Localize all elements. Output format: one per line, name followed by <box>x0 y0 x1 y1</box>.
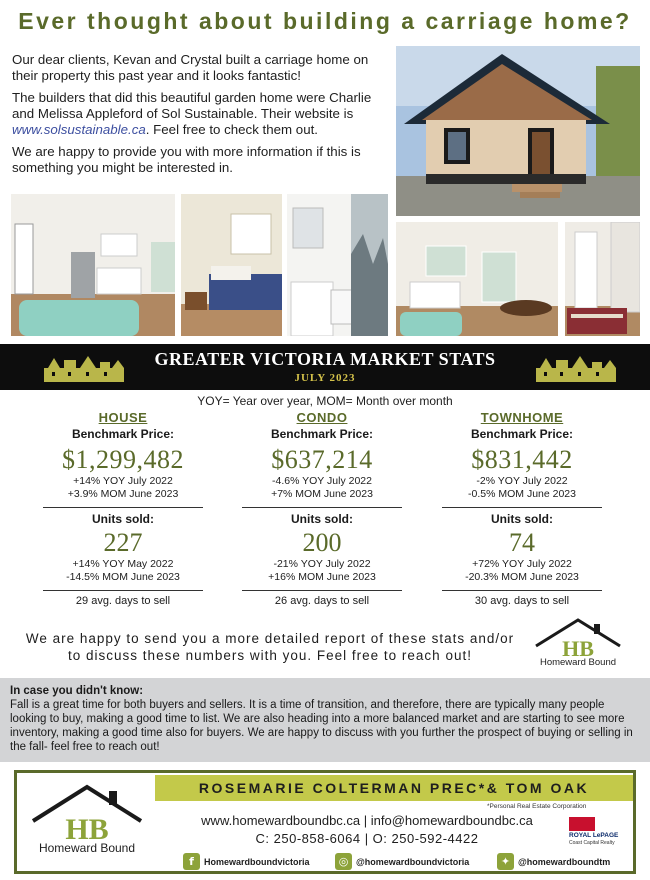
divider <box>242 590 402 591</box>
divider <box>242 507 402 508</box>
benchmark-price: $1,299,482 <box>62 445 184 474</box>
page-title: Ever thought about building a carriage home? <box>18 8 632 34</box>
intro-text-b: . Feel free to check them out. <box>145 122 318 137</box>
price-yoy: -4.6% YOY July 2022 <box>271 475 372 487</box>
units-sold: 200 <box>302 528 342 557</box>
contact-footer <box>14 770 636 874</box>
phone-numbers[interactable]: C: 250-858-6064 | O: 250-592-4422 <box>255 831 479 846</box>
intro-text <box>12 52 392 182</box>
price-mom: +3.9% MOM June 2023 <box>67 488 179 500</box>
units-label: Units sold: <box>491 512 553 526</box>
units-mom: -14.5% MOM June 2023 <box>66 571 180 583</box>
stats-condo <box>232 410 412 607</box>
stat-type: HOUSE <box>98 410 148 425</box>
units-sold: 74 <box>509 528 535 557</box>
facebook-link[interactable] <box>183 853 310 870</box>
intro-text-a: The builders that did this beautiful garden home were Charlie and Melissa Appleford of Sol Sustainable. Their website is <box>12 90 372 121</box>
units-yoy: +72% YOY July 2022 <box>472 558 572 570</box>
price-mom: +7% MOM June 2023 <box>271 488 373 500</box>
units-label: Units sold: <box>92 512 154 526</box>
units-mom: -20.3% MOM June 2023 <box>465 571 579 583</box>
agent-names: ROSEMARIE COLTERMAN PREC*& TOM OAK <box>198 780 590 796</box>
builder-website-link[interactable]: www.solsustainable.ca <box>12 122 146 137</box>
avg-days-to-sell: 30 avg. days to sell <box>474 595 570 607</box>
royal-lepage-mark-icon <box>569 817 595 831</box>
benchmark-label: Benchmark Price: <box>71 427 175 441</box>
benchmark-label: Benchmark Price: <box>270 427 374 441</box>
units-mom: +16% MOM June 2023 <box>268 571 376 583</box>
intro-paragraph-3: We are happy to provide you with more information if this is something you might be interested in. <box>12 144 361 175</box>
twitter-icon: ✦ <box>497 853 514 870</box>
units-label: Units sold: <box>291 512 353 526</box>
divider <box>442 590 602 591</box>
benchmark-price: $637,214 <box>271 445 373 474</box>
twitter-handle: @homewardboundtm <box>518 856 611 867</box>
brand-name: Homeward Bound <box>38 841 136 855</box>
avg-days-to-sell: 29 avg. days to sell <box>75 595 171 607</box>
stats-house <box>33 410 213 607</box>
abbreviation-legend: YOY= Year over year, MOM= Month over month <box>197 394 453 408</box>
price-yoy: +14% YOY July 2022 <box>73 475 173 487</box>
web-email[interactable]: www.homewardboundbc.ca | info@homewardboundbc.ca <box>201 813 533 828</box>
logo-letters: HB <box>65 813 109 846</box>
reach-out-message: We are happy to send you a more detailed report of these stats and/or to discuss these numbers with you. Feel free to reach out! <box>25 631 515 663</box>
royal-lepage-logo <box>569 817 629 847</box>
stats-townhome <box>432 410 612 607</box>
agent-name-bar <box>155 775 633 801</box>
facebook-icon: f <box>183 853 200 870</box>
twitter-link[interactable] <box>497 853 610 870</box>
bedroom-photo <box>181 194 282 336</box>
skyline-icon-right <box>536 354 616 382</box>
divider <box>43 590 203 591</box>
banner-title: GREATER VICTORIA MARKET STATS <box>154 349 496 369</box>
fall-market-notice <box>0 678 650 762</box>
instagram-link[interactable] <box>335 853 469 870</box>
divider <box>442 507 602 508</box>
benchmark-label: Benchmark Price: <box>470 427 574 441</box>
brokerage-name: ROYAL LePAGE <box>569 832 619 839</box>
notice-body: Fall is a great time for both buyers and sellers. It is a time of transition, and therefore, there are typically many people looking to buy, making a good time to list. We are also heading into a more balanced market and are starting to see more inventory, making a good time also for buyers. We are happy to discuss with you further the prospect of buying or selling in the fall- feel free to reach out! <box>10 699 633 753</box>
hallway-photo <box>565 222 640 336</box>
carriage-home-exterior-photo <box>396 46 640 216</box>
brand-name-small: Homeward Bound <box>539 657 617 668</box>
avg-days-to-sell: 26 avg. days to sell <box>274 595 370 607</box>
living-dining-photo <box>396 222 558 336</box>
divider <box>43 507 203 508</box>
units-sold: 227 <box>103 528 143 557</box>
kitchen-living-photo <box>11 194 175 336</box>
intro-paragraph-2 <box>12 90 392 138</box>
bathroom-photo <box>287 194 388 336</box>
intro-paragraph-1: Our dear clients, Kevan and Crystal built a carriage home on their property this past year and it looks fantastic! <box>12 52 369 83</box>
notice-title: In case you didn't know: <box>10 685 144 697</box>
market-stats-banner <box>0 344 650 390</box>
brokerage-sub: Coast Capital Realty <box>569 840 615 846</box>
price-yoy: -2% YOY July 2022 <box>476 475 568 487</box>
instagram-handle: @homewardboundvictoria <box>356 856 470 867</box>
price-mom: -0.5% MOM June 2023 <box>468 488 576 500</box>
units-yoy: -21% YOY July 2022 <box>273 558 371 570</box>
instagram-icon: ◎ <box>335 853 352 870</box>
banner-subtitle: JULY 2023 <box>294 372 356 384</box>
stat-type: TOWNHOME <box>480 410 564 425</box>
benchmark-price: $831,442 <box>471 445 573 474</box>
stat-type: CONDO <box>296 410 348 425</box>
agent-note: *Personal Real Estate Corporation <box>487 803 587 810</box>
logo-letters: HB <box>562 636 594 661</box>
facebook-handle: Homewardboundvictoria <box>204 856 310 867</box>
units-yoy: +14% YOY May 2022 <box>72 558 174 570</box>
